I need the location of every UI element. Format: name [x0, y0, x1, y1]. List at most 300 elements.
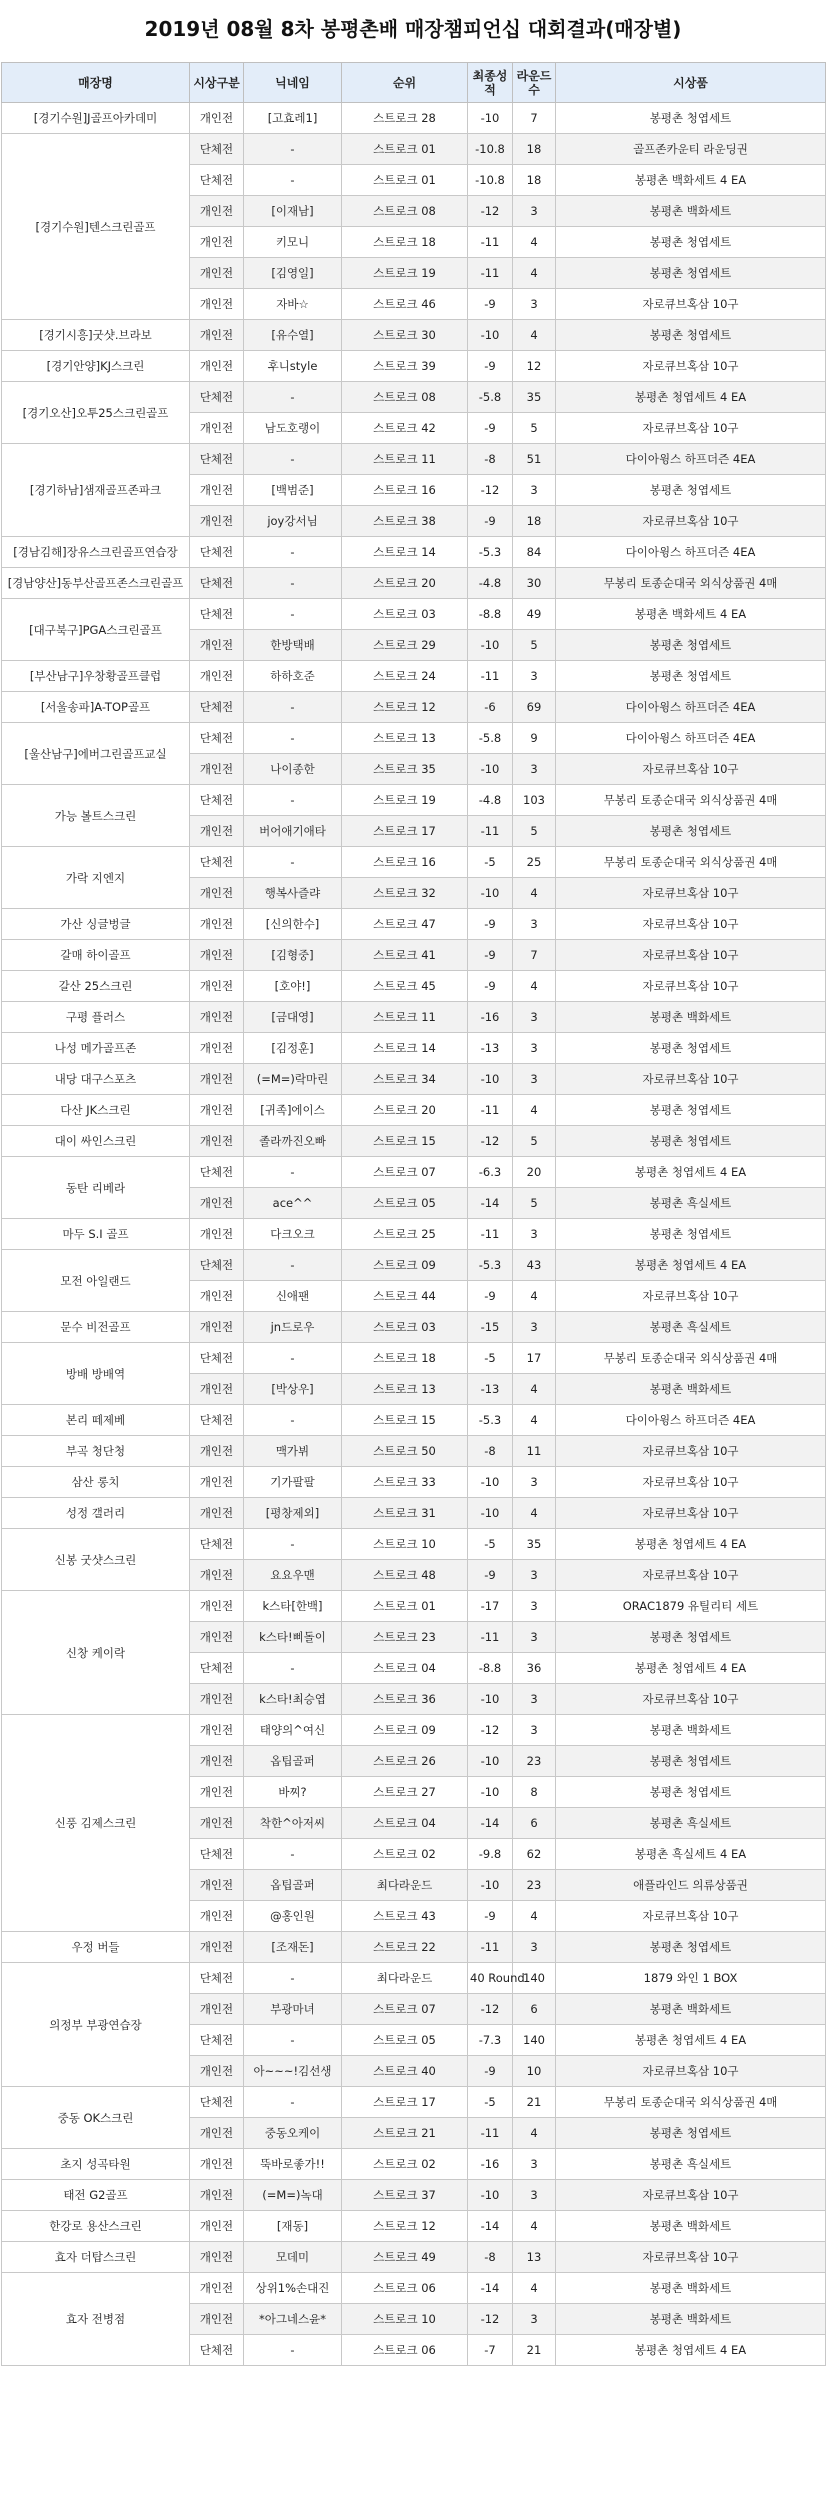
- nickname-cell: jn드로우: [244, 1312, 342, 1343]
- rank-cell: 스트로크 21: [342, 2118, 468, 2149]
- prize-cell: 봉평촌 백화세트: [556, 196, 826, 227]
- nickname-cell: -: [244, 1250, 342, 1281]
- table-row: [2, 2180, 826, 2211]
- rounds-cell: 35: [513, 382, 556, 413]
- prize-cell: 자로큐브혹삼 10구: [556, 1064, 826, 1095]
- type-cell: 개인전: [190, 1591, 244, 1622]
- score-cell: -9: [468, 2056, 513, 2087]
- score-cell: -4.8: [468, 785, 513, 816]
- score-cell: -14: [468, 2211, 513, 2242]
- store-name-cell: [부산남구]우창황골프클럽: [2, 661, 190, 692]
- prize-cell: 봉평촌 백화세트 4 EA: [556, 165, 826, 196]
- prize-cell: ORAC1879 유틸리티 세트: [556, 1591, 826, 1622]
- score-cell: -5.3: [468, 537, 513, 568]
- rank-cell: 스트로크 12: [342, 692, 468, 723]
- rounds-cell: 23: [513, 1746, 556, 1777]
- rounds-cell: 23: [513, 1870, 556, 1901]
- table-row: [2, 1343, 826, 1374]
- rank-cell: 스트로크 05: [342, 1188, 468, 1219]
- rounds-cell: 3: [513, 1033, 556, 1064]
- results-table: [1, 62, 826, 2366]
- score-cell: -16: [468, 1002, 513, 1033]
- rounds-cell: 4: [513, 1095, 556, 1126]
- prize-cell: 봉평촌 청엽세트 4 EA: [556, 2025, 826, 2056]
- type-cell: 개인전: [190, 816, 244, 847]
- nickname-cell: 바찌?: [244, 1777, 342, 1808]
- prize-cell: 봉평촌 백화세트: [556, 1715, 826, 1746]
- nickname-cell: joy강서님: [244, 506, 342, 537]
- store-name-cell: 신풍 김제스크린: [2, 1715, 190, 1932]
- rounds-cell: 18: [513, 506, 556, 537]
- prize-cell: 무봉리 토종순대국 외식상품권 4매: [556, 2087, 826, 2118]
- type-cell: 단체전: [190, 785, 244, 816]
- rank-cell: 스트로크 42: [342, 413, 468, 444]
- nickname-cell: 상위1%손대진: [244, 2273, 342, 2304]
- rank-cell: 스트로크 22: [342, 1932, 468, 1963]
- rounds-cell: 4: [513, 320, 556, 351]
- nickname-cell: -: [244, 1157, 342, 1188]
- rank-cell: 스트로크 30: [342, 320, 468, 351]
- type-cell: 개인전: [190, 1126, 244, 1157]
- type-cell: 개인전: [190, 1498, 244, 1529]
- rounds-cell: 30: [513, 568, 556, 599]
- type-cell: 개인전: [190, 1374, 244, 1405]
- prize-cell: 자로큐브혹삼 10구: [556, 289, 826, 320]
- table-row: [2, 2149, 826, 2180]
- rounds-cell: 51: [513, 444, 556, 475]
- type-cell: 단체전: [190, 2087, 244, 2118]
- prize-cell: 봉평촌 흑실세트: [556, 2149, 826, 2180]
- type-cell: 개인전: [190, 1188, 244, 1219]
- rank-cell: 스트로크 04: [342, 1808, 468, 1839]
- score-cell: -10: [468, 320, 513, 351]
- prize-cell: 자로큐브혹삼 10구: [556, 754, 826, 785]
- prize-cell: 자로큐브혹삼 10구: [556, 2242, 826, 2273]
- store-name-cell: 다산 JK스크린: [2, 1095, 190, 1126]
- rank-cell: 스트로크 07: [342, 1157, 468, 1188]
- type-cell: 단체전: [190, 1157, 244, 1188]
- score-cell: -9.8: [468, 1839, 513, 1870]
- rounds-cell: 5: [513, 1188, 556, 1219]
- table-row: [2, 1312, 826, 1343]
- rank-cell: 스트로크 11: [342, 444, 468, 475]
- rounds-cell: 140: [513, 2025, 556, 2056]
- rounds-cell: 5: [513, 816, 556, 847]
- table-row: [2, 1467, 826, 1498]
- type-cell: 개인전: [190, 878, 244, 909]
- prize-cell: 자로큐브혹삼 10구: [556, 940, 826, 971]
- prize-cell: 봉평촌 청엽세트 4 EA: [556, 1157, 826, 1188]
- nickname-cell: [신의한수]: [244, 909, 342, 940]
- type-cell: 단체전: [190, 723, 244, 754]
- store-name-cell: 동탄 리베라: [2, 1157, 190, 1219]
- rounds-cell: 3: [513, 754, 556, 785]
- table-body: [2, 103, 826, 2366]
- prize-cell: 자로큐브혹삼 10구: [556, 2056, 826, 2087]
- score-cell: -9: [468, 413, 513, 444]
- prize-cell: 자로큐브혹삼 10구: [556, 1560, 826, 1591]
- rank-cell: 스트로크 49: [342, 2242, 468, 2273]
- store-name-cell: [경기수원]텐스크린골프: [2, 134, 190, 320]
- header-store: 매장명: [2, 63, 190, 103]
- type-cell: 개인전: [190, 754, 244, 785]
- rank-cell: 스트로크 06: [342, 2273, 468, 2304]
- store-name-cell: 나성 메가골프존: [2, 1033, 190, 1064]
- nickname-cell: [호야!]: [244, 971, 342, 1002]
- rank-cell: 스트로크 44: [342, 1281, 468, 1312]
- score-cell: -10: [468, 1777, 513, 1808]
- type-cell: 개인전: [190, 1033, 244, 1064]
- nickname-cell: -: [244, 599, 342, 630]
- nickname-cell: [백범준]: [244, 475, 342, 506]
- table-row: [2, 661, 826, 692]
- nickname-cell: *아그네스윤*: [244, 2304, 342, 2335]
- type-cell: 개인전: [190, 1901, 244, 1932]
- header-nickname: 닉네임: [244, 63, 342, 103]
- nickname-cell: k스타!삐돌이: [244, 1622, 342, 1653]
- score-cell: -5.3: [468, 1250, 513, 1281]
- prize-cell: 무봉리 토종순대국 외식상품권 4매: [556, 785, 826, 816]
- rounds-cell: 18: [513, 134, 556, 165]
- score-cell: -10: [468, 630, 513, 661]
- type-cell: 개인전: [190, 1095, 244, 1126]
- nickname-cell: -: [244, 537, 342, 568]
- rounds-cell: 3: [513, 1622, 556, 1653]
- prize-cell: 자로큐브혹삼 10구: [556, 1901, 826, 1932]
- store-name-cell: 한강로 용산스크린: [2, 2211, 190, 2242]
- rounds-cell: 9: [513, 723, 556, 754]
- rank-cell: 스트로크 46: [342, 289, 468, 320]
- type-cell: 개인전: [190, 1436, 244, 1467]
- table-header: [2, 63, 826, 103]
- store-name-cell: [경남양산]동부산골프존스크린골프: [2, 568, 190, 599]
- score-cell: -5.8: [468, 723, 513, 754]
- prize-cell: 자로큐브혹삼 10구: [556, 1684, 826, 1715]
- header-prize: 시상품: [556, 63, 826, 103]
- type-cell: 단체전: [190, 1529, 244, 1560]
- rank-cell: 스트로크 11: [342, 1002, 468, 1033]
- rounds-cell: 7: [513, 940, 556, 971]
- table-row: [2, 2273, 826, 2304]
- nickname-cell: ace^^: [244, 1188, 342, 1219]
- rounds-cell: 5: [513, 630, 556, 661]
- rounds-cell: 4: [513, 1374, 556, 1405]
- nickname-cell: -: [244, 444, 342, 475]
- score-cell: -10: [468, 1684, 513, 1715]
- rank-cell: 스트로크 20: [342, 568, 468, 599]
- score-cell: -9: [468, 971, 513, 1002]
- prize-cell: 다이아윙스 하프더즌 4EA: [556, 692, 826, 723]
- type-cell: 개인전: [190, 909, 244, 940]
- type-cell: 개인전: [190, 1560, 244, 1591]
- score-cell: -11: [468, 258, 513, 289]
- nickname-cell: -: [244, 785, 342, 816]
- nickname-cell: -: [244, 2335, 342, 2366]
- prize-cell: 봉평촌 청엽세트: [556, 1095, 826, 1126]
- rank-cell: 스트로크 14: [342, 1033, 468, 1064]
- type-cell: 단체전: [190, 1963, 244, 1994]
- type-cell: 개인전: [190, 1808, 244, 1839]
- store-name-cell: 방배 방배역: [2, 1343, 190, 1405]
- rounds-cell: 10: [513, 2056, 556, 2087]
- table-row: [2, 909, 826, 940]
- prize-cell: 봉평촌 흑실세트: [556, 1312, 826, 1343]
- type-cell: 개인전: [190, 940, 244, 971]
- prize-cell: 봉평촌 청엽세트: [556, 816, 826, 847]
- prize-cell: 봉평촌 청엽세트: [556, 1033, 826, 1064]
- rank-cell: 스트로크 40: [342, 2056, 468, 2087]
- rank-cell: 스트로크 19: [342, 785, 468, 816]
- nickname-cell: 태양의^여신: [244, 1715, 342, 1746]
- prize-cell: 골프존카운티 라운딩권: [556, 134, 826, 165]
- rounds-cell: 21: [513, 2335, 556, 2366]
- type-cell: 단체전: [190, 2025, 244, 2056]
- score-cell: -10.8: [468, 134, 513, 165]
- rounds-cell: 5: [513, 1126, 556, 1157]
- table-row: [2, 568, 826, 599]
- header-rounds: 라운드수: [513, 63, 556, 103]
- store-name-cell: [경기수원]J골프아카데미: [2, 103, 190, 134]
- score-cell: -11: [468, 1095, 513, 1126]
- nickname-cell: [귀족]에이스: [244, 1095, 342, 1126]
- rank-cell: 스트로크 08: [342, 382, 468, 413]
- prize-cell: 봉평촌 백화세트: [556, 1002, 826, 1033]
- rounds-cell: 62: [513, 1839, 556, 1870]
- rank-cell: 스트로크 50: [342, 1436, 468, 1467]
- score-cell: -5.8: [468, 382, 513, 413]
- type-cell: 개인전: [190, 661, 244, 692]
- type-cell: 개인전: [190, 258, 244, 289]
- rank-cell: 스트로크 41: [342, 940, 468, 971]
- nickname-cell: 다크오크: [244, 1219, 342, 1250]
- table-row: [2, 599, 826, 630]
- prize-cell: 봉평촌 청엽세트: [556, 258, 826, 289]
- store-name-cell: 신봉 굿샷스크린: [2, 1529, 190, 1591]
- score-cell: -9: [468, 289, 513, 320]
- rank-cell: 스트로크 02: [342, 2149, 468, 2180]
- rank-cell: 스트로크 28: [342, 103, 468, 134]
- table-row: [2, 444, 826, 475]
- prize-cell: 봉평촌 청엽세트: [556, 227, 826, 258]
- store-name-cell: 신창 케이락: [2, 1591, 190, 1715]
- header-row: [2, 63, 826, 103]
- type-cell: 개인전: [190, 1002, 244, 1033]
- nickname-cell: 부광마녀: [244, 1994, 342, 2025]
- store-name-cell: 가락 지엔지: [2, 847, 190, 909]
- prize-cell: 봉평촌 청엽세트: [556, 1126, 826, 1157]
- nickname-cell: 착한^아저씨: [244, 1808, 342, 1839]
- rank-cell: 스트로크 13: [342, 1374, 468, 1405]
- score-cell: -10: [468, 103, 513, 134]
- type-cell: 단체전: [190, 568, 244, 599]
- prize-cell: 자로큐브혹삼 10구: [556, 351, 826, 382]
- table-row: [2, 1064, 826, 1095]
- nickname-cell: 기가팔팔: [244, 1467, 342, 1498]
- rounds-cell: 4: [513, 2273, 556, 2304]
- table-row: [2, 1250, 826, 1281]
- type-cell: 단체전: [190, 382, 244, 413]
- type-cell: 개인전: [190, 2211, 244, 2242]
- type-cell: 개인전: [190, 2304, 244, 2335]
- table-row: [2, 1095, 826, 1126]
- type-cell: 개인전: [190, 475, 244, 506]
- rank-cell: 스트로크 12: [342, 2211, 468, 2242]
- prize-cell: 봉평촌 청엽세트: [556, 661, 826, 692]
- score-cell: -10.8: [468, 165, 513, 196]
- rounds-cell: 25: [513, 847, 556, 878]
- type-cell: 단체전: [190, 2335, 244, 2366]
- rounds-cell: 11: [513, 1436, 556, 1467]
- rank-cell: 스트로크 15: [342, 1126, 468, 1157]
- score-cell: -12: [468, 475, 513, 506]
- nickname-cell: -: [244, 2087, 342, 2118]
- store-name-cell: 태전 G2골프: [2, 2180, 190, 2211]
- type-cell: 개인전: [190, 289, 244, 320]
- prize-cell: 봉평촌 청엽세트: [556, 1622, 826, 1653]
- table-row: [2, 723, 826, 754]
- rounds-cell: 3: [513, 2304, 556, 2335]
- nickname-cell: 졸라까진오빠: [244, 1126, 342, 1157]
- rounds-cell: 6: [513, 1808, 556, 1839]
- nickname-cell: [고효레1]: [244, 103, 342, 134]
- prize-cell: 봉평촌 청엽세트: [556, 320, 826, 351]
- score-cell: -10: [468, 1746, 513, 1777]
- rounds-cell: 4: [513, 258, 556, 289]
- score-cell: -4.8: [468, 568, 513, 599]
- nickname-cell: -: [244, 1839, 342, 1870]
- store-name-cell: 삼산 롱치: [2, 1467, 190, 1498]
- score-cell: -11: [468, 227, 513, 258]
- nickname-cell: 아~~~!김선생: [244, 2056, 342, 2087]
- rounds-cell: 3: [513, 1932, 556, 1963]
- type-cell: 개인전: [190, 103, 244, 134]
- table-row: [2, 1963, 826, 1994]
- rank-cell: 스트로크 19: [342, 258, 468, 289]
- rounds-cell: 4: [513, 971, 556, 1002]
- score-cell: -5: [468, 1343, 513, 1374]
- score-cell: -11: [468, 661, 513, 692]
- type-cell: 개인전: [190, 2273, 244, 2304]
- nickname-cell: 중동오케이: [244, 2118, 342, 2149]
- score-cell: -11: [468, 1219, 513, 1250]
- rounds-cell: 3: [513, 1002, 556, 1033]
- prize-cell: 봉평촌 청엽세트: [556, 1746, 826, 1777]
- nickname-cell: -: [244, 692, 342, 723]
- rank-cell: 스트로크 16: [342, 847, 468, 878]
- nickname-cell: -: [244, 2025, 342, 2056]
- score-cell: -10: [468, 1870, 513, 1901]
- rounds-cell: 3: [513, 475, 556, 506]
- prize-cell: 자로큐브혹삼 10구: [556, 1436, 826, 1467]
- rank-cell: 스트로크 26: [342, 1746, 468, 1777]
- table-row: [2, 382, 826, 413]
- store-name-cell: 효자 더탑스크린: [2, 2242, 190, 2273]
- rounds-cell: 4: [513, 878, 556, 909]
- nickname-cell: (=M=)녹대: [244, 2180, 342, 2211]
- type-cell: 단체전: [190, 444, 244, 475]
- prize-cell: 봉평촌 흑실세트: [556, 1808, 826, 1839]
- rank-cell: 스트로크 01: [342, 165, 468, 196]
- nickname-cell: [이재남]: [244, 196, 342, 227]
- score-cell: -10: [468, 2180, 513, 2211]
- rank-cell: 스트로크 32: [342, 878, 468, 909]
- prize-cell: 다이아윙스 하프더즌 4EA: [556, 723, 826, 754]
- rounds-cell: 84: [513, 537, 556, 568]
- rounds-cell: 103: [513, 785, 556, 816]
- rank-cell: 스트로크 17: [342, 816, 468, 847]
- prize-cell: 봉평촌 청엽세트: [556, 1932, 826, 1963]
- nickname-cell: 뚝바로좋가!!: [244, 2149, 342, 2180]
- rank-cell: 스트로크 35: [342, 754, 468, 785]
- nickname-cell: [김영일]: [244, 258, 342, 289]
- rounds-cell: 69: [513, 692, 556, 723]
- table-row: [2, 785, 826, 816]
- rank-cell: 스트로크 24: [342, 661, 468, 692]
- rounds-cell: 140: [513, 1963, 556, 1994]
- rounds-cell: 3: [513, 1312, 556, 1343]
- table-row: [2, 692, 826, 723]
- table-row: [2, 1932, 826, 1963]
- store-name-cell: 마두 S.I 골프: [2, 1219, 190, 1250]
- nickname-cell: @홍인원: [244, 1901, 342, 1932]
- rounds-cell: 43: [513, 1250, 556, 1281]
- rank-cell: 최다라운드: [342, 1870, 468, 1901]
- prize-cell: 다이아윙스 하프더즌 4EA: [556, 537, 826, 568]
- rank-cell: 스트로크 20: [342, 1095, 468, 1126]
- type-cell: 개인전: [190, 2180, 244, 2211]
- prize-cell: 자로큐브혹삼 10구: [556, 1281, 826, 1312]
- rank-cell: 스트로크 36: [342, 1684, 468, 1715]
- type-cell: 개인전: [190, 1622, 244, 1653]
- table-row: [2, 320, 826, 351]
- store-name-cell: [울산남구]에버그린골프교실: [2, 723, 190, 785]
- rounds-cell: 21: [513, 2087, 556, 2118]
- nickname-cell: [재동]: [244, 2211, 342, 2242]
- type-cell: 단체전: [190, 1839, 244, 1870]
- nickname-cell: 키모니: [244, 227, 342, 258]
- rank-cell: 최다라운드: [342, 1963, 468, 1994]
- nickname-cell: -: [244, 568, 342, 599]
- rounds-cell: 4: [513, 1405, 556, 1436]
- rounds-cell: 6: [513, 1994, 556, 2025]
- type-cell: 단체전: [190, 1405, 244, 1436]
- type-cell: 단체전: [190, 847, 244, 878]
- header-type: 시상구분: [190, 63, 244, 103]
- type-cell: 개인전: [190, 1746, 244, 1777]
- table-row: [2, 537, 826, 568]
- prize-cell: 봉평촌 청엽세트: [556, 630, 826, 661]
- type-cell: 개인전: [190, 2118, 244, 2149]
- rounds-cell: 3: [513, 289, 556, 320]
- nickname-cell: 하하호준: [244, 661, 342, 692]
- nickname-cell: -: [244, 723, 342, 754]
- prize-cell: 봉평촌 백화세트: [556, 1374, 826, 1405]
- score-cell: -12: [468, 196, 513, 227]
- score-cell: -10: [468, 1467, 513, 1498]
- table-row: [2, 1405, 826, 1436]
- table-row: [2, 847, 826, 878]
- nickname-cell: [조재돈]: [244, 1932, 342, 1963]
- type-cell: 개인전: [190, 506, 244, 537]
- rank-cell: 스트로크 13: [342, 723, 468, 754]
- score-cell: -17: [468, 1591, 513, 1622]
- type-cell: 개인전: [190, 2149, 244, 2180]
- type-cell: 개인전: [190, 1684, 244, 1715]
- nickname-cell: 모데미: [244, 2242, 342, 2273]
- rounds-cell: 3: [513, 2180, 556, 2211]
- score-cell: -15: [468, 1312, 513, 1343]
- rounds-cell: 20: [513, 1157, 556, 1188]
